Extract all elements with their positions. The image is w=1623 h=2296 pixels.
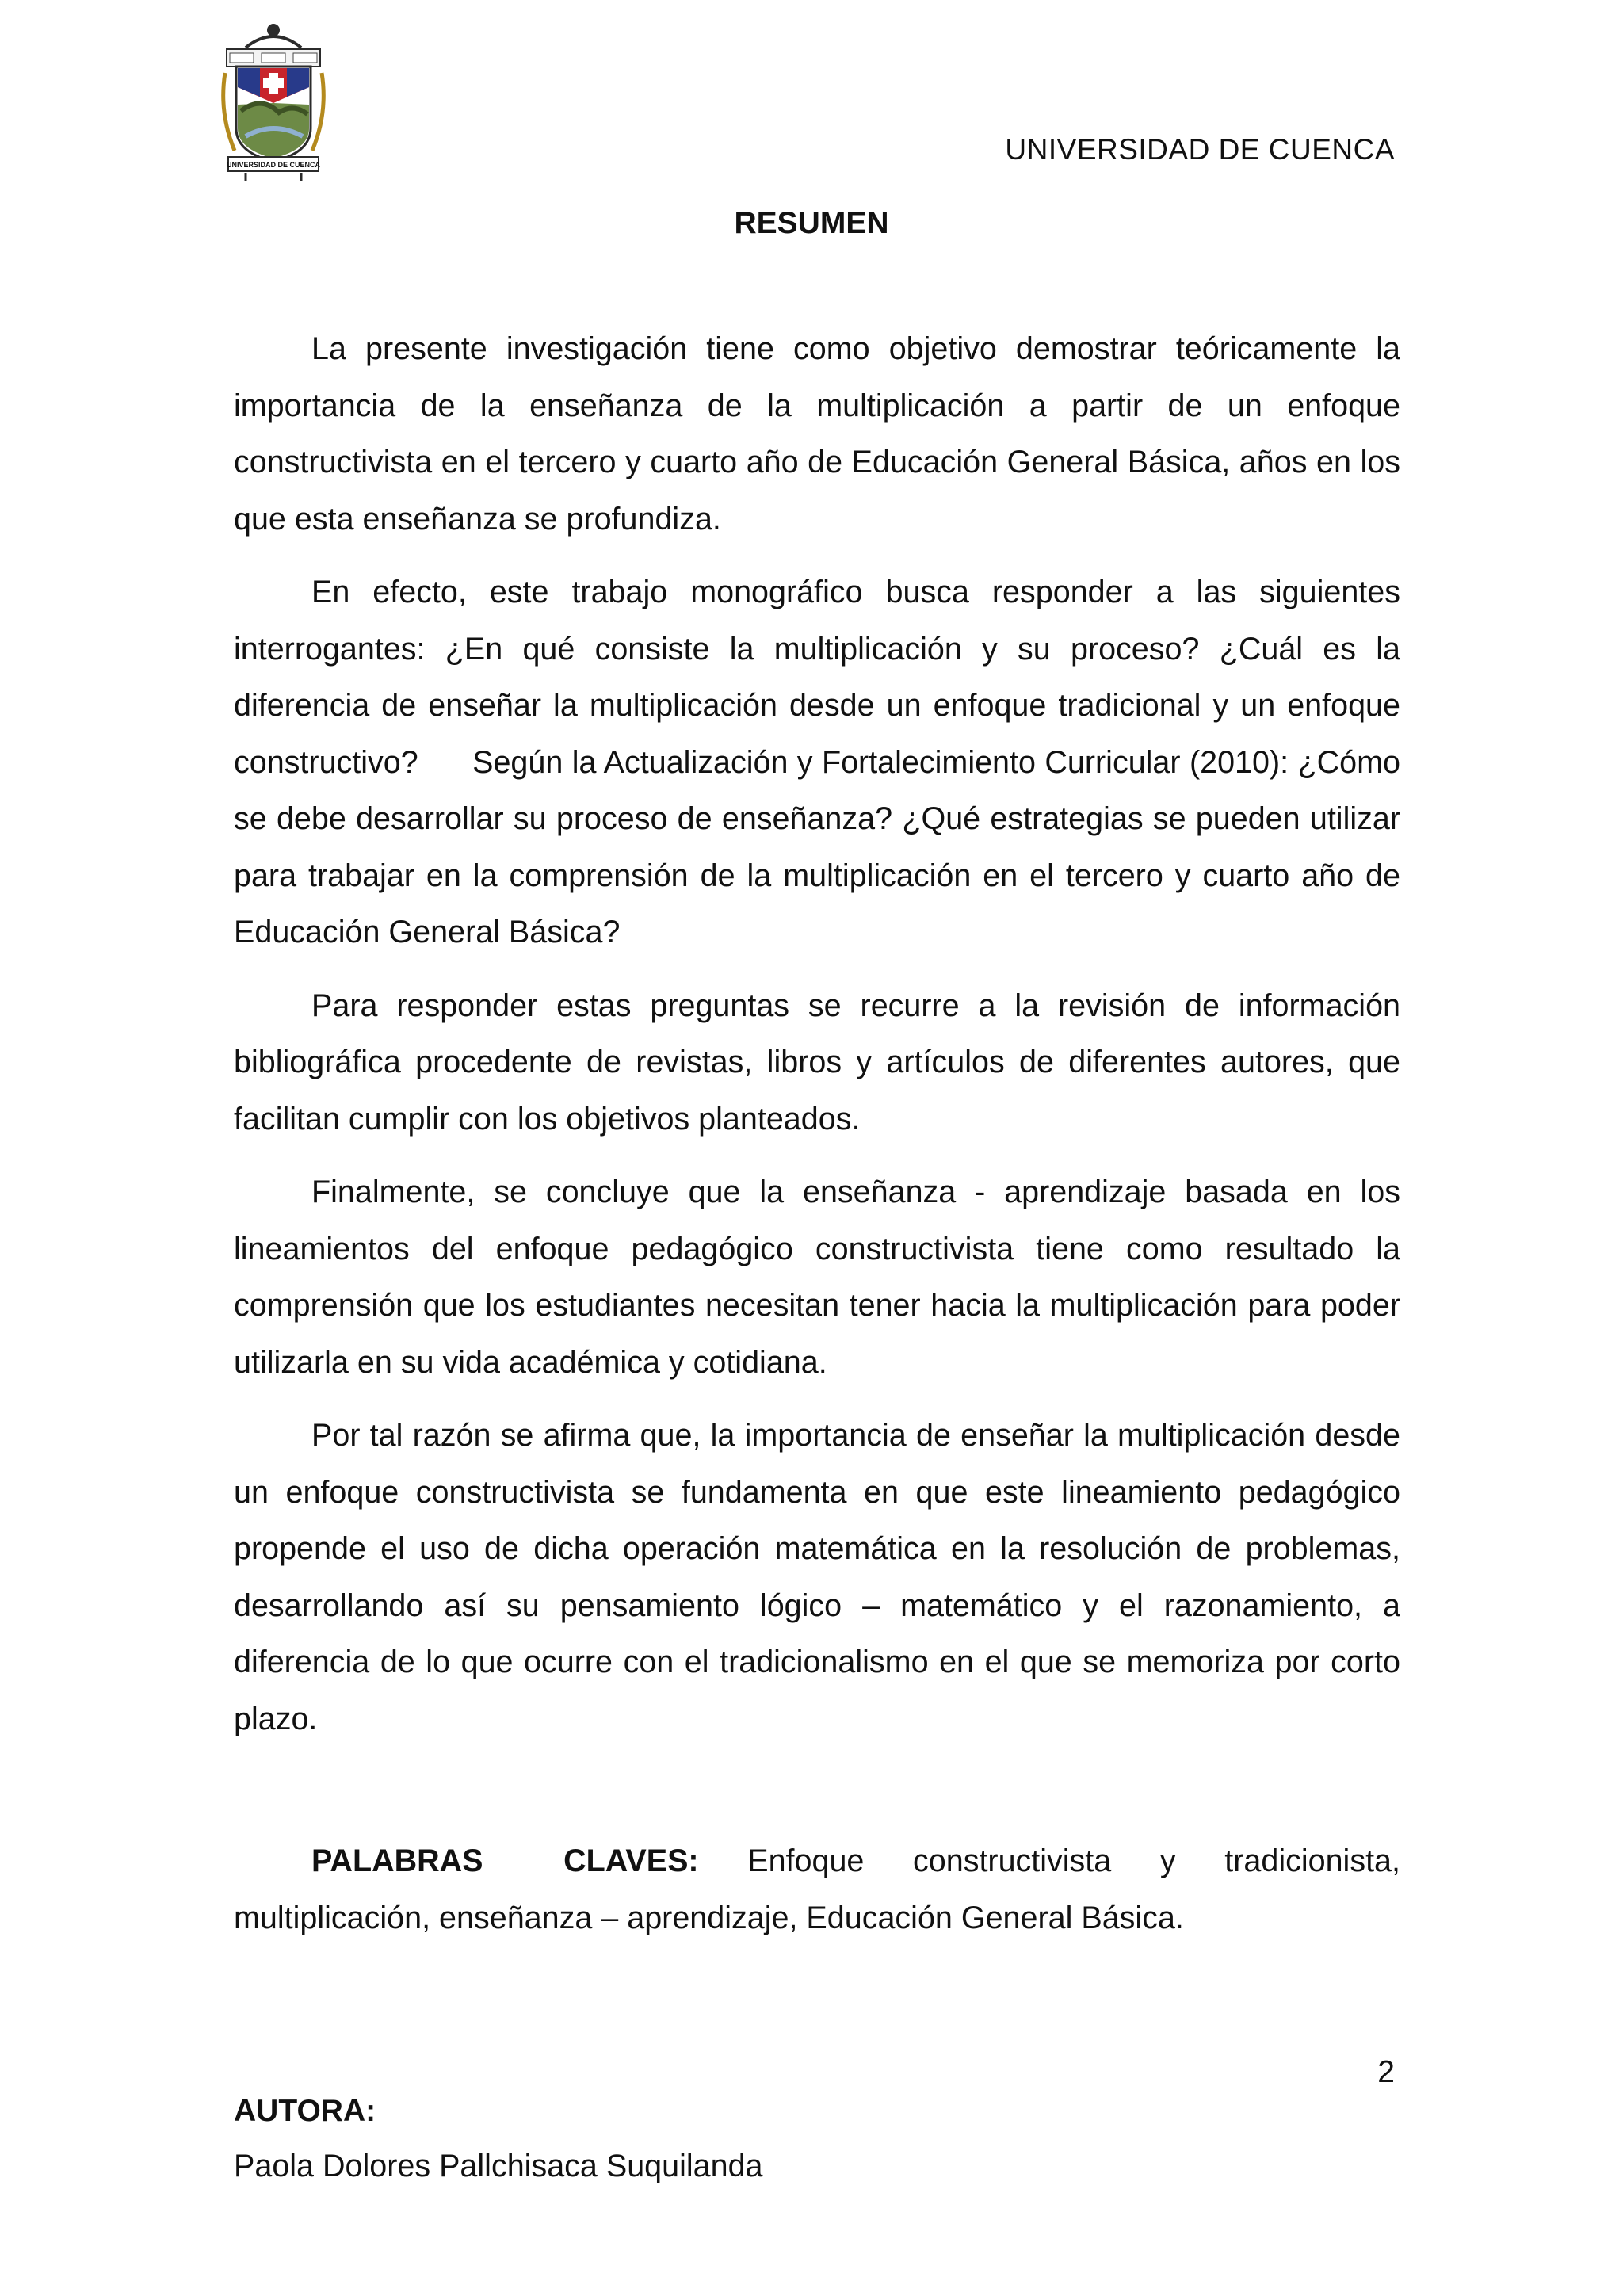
- paragraph-1: La presente investigación tiene como objetivo demostrar teóricamente la importancia de la enseñanza de la multiplicación a partir de un enfoque constructivista en el tercero y cuarto año de Educación General Básica, años en los que esta enseñanza se profundiza.: [234, 331, 1400, 537]
- page-title: RESUMEN: [734, 206, 889, 240]
- paragraph-2: En efecto, este trabajo monográfico busca responder a las siguientes interrogantes: ¿En qué consiste la multiplicación y su proceso? ¿Cuál es la diferencia de enseñar la multiplicación desde un enfoque tradicional y un enfoque constructivo? Según la Actualización y Fortalecimiento Curricular (2010): ¿Cómo se debe desarrollar su proceso de enseñanza? ¿Qué estrategias se pueden utilizar para trabajar en la comprensión de la multiplicación en el tercero y cuarto año de Educación General Básica?: [234, 575, 1409, 949]
- university-crest-logo: [214, 17, 333, 184]
- paragraph-3: Para responder estas preguntas se recurre a la revisión de información bibliográfica procedente de revistas, libros y artículos de diferentes autores, que facilitan cumplir con los objetivos planteados.: [234, 988, 1400, 1137]
- university-header: UNIVERSIDAD DE CUENCA: [1005, 133, 1395, 166]
- abstract-body: [234, 321, 1409, 1764]
- page-number: 2: [1377, 2055, 1395, 2089]
- author-label: AUTORA:: [234, 2094, 376, 2128]
- crest-ribbon-text: UNIVERSIDAD DE CUENCA: [226, 161, 321, 169]
- keywords: [234, 1833, 1400, 1946]
- author-name: Paola Dolores Pallchisaca Suquilanda: [234, 2149, 763, 2183]
- keywords-text: Enfoque constructivista y tradicionista, multiplicación, enseñanza – aprendizaje, Educación General Básica.: [234, 1843, 1400, 1935]
- keywords-label: PALABRAS CLAVES:: [311, 1843, 699, 1878]
- paragraph-4: Finalmente, se concluye que la enseñanza - aprendizaje basada en los lineamientos del enfoque pedagógico constructivista tiene como resultado la comprensión que los estudiantes necesitan tener hacia la multiplicación para poder utilizarla en su vida académica y cotidiana.: [234, 1175, 1400, 1380]
- paragraph-5: Por tal razón se afirma que, la importancia de enseñar la multiplicación desde un enfoque constructivista se fundamenta en que este lineamiento pedagógico propende el uso de dicha operación matemática en la resolución de problemas, desarrollando así su pensamiento lógico – matemático y el razonamiento, a diferencia de lo que ocurre con el tradicionalismo en el que se memoriza por corto plazo.: [234, 1418, 1400, 1736]
